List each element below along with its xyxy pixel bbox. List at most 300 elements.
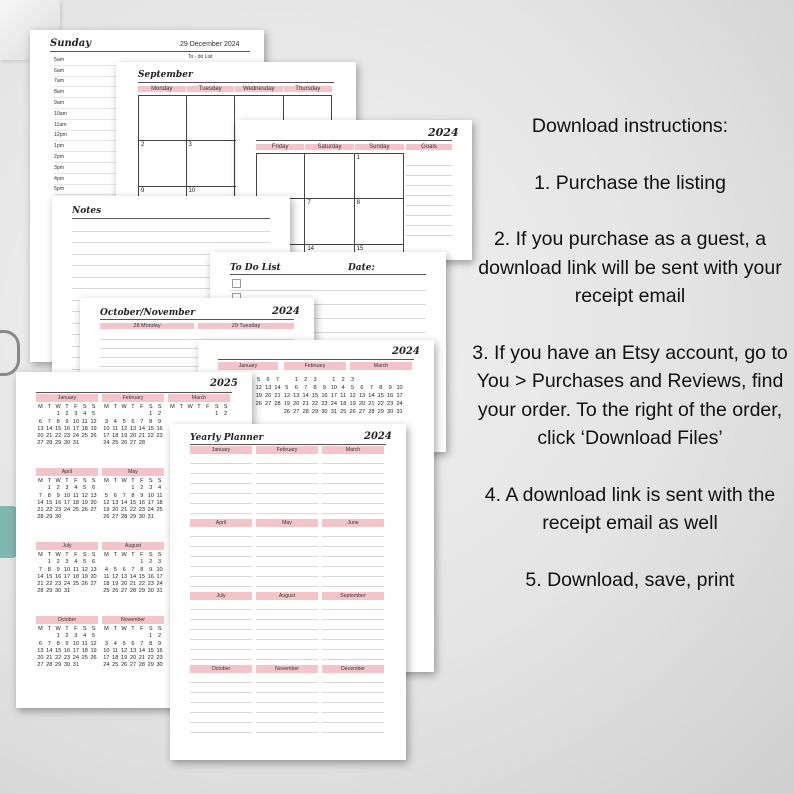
cal2025-date: 10: [147, 492, 154, 499]
notes-line: [72, 232, 270, 244]
weekday-label: W: [121, 478, 127, 484]
cal2025-date: 9: [65, 640, 69, 647]
yearly-line: [322, 537, 384, 547]
cal2025-date: 10: [103, 647, 110, 654]
cal2024-date: 29: [311, 409, 319, 415]
cal2024-date: 14: [302, 393, 309, 399]
cal2025-date: 24: [156, 581, 163, 588]
yearly-line: [256, 693, 318, 703]
cal2025-date: 17: [103, 433, 110, 440]
yearly-month: [256, 519, 318, 587]
yearly-line: [256, 640, 318, 650]
yearly-month: [256, 665, 318, 733]
cal2024-date: 16: [321, 393, 328, 399]
cal2025-date: [177, 411, 186, 418]
cal2025-date: 6: [131, 640, 135, 647]
cal2024-date: 19: [255, 393, 262, 399]
cal2025-date: [102, 633, 111, 640]
todo-row: [230, 277, 426, 291]
cal2025-date: 29: [46, 588, 53, 595]
cal2025-date: 26: [103, 514, 110, 521]
cal2025-date: 6: [38, 640, 42, 647]
weekday-label: W: [121, 552, 127, 558]
cal2024-date: 10: [396, 385, 403, 391]
cal2024-row: [254, 400, 414, 408]
cal2025-date: 30: [55, 514, 62, 521]
cal2025-date: 15: [55, 425, 62, 432]
cal2024-date: 7: [369, 385, 373, 391]
cal2025-date: 22: [147, 433, 154, 440]
cal2024-date: 9: [322, 385, 326, 391]
cal2025-date: 15: [46, 499, 53, 506]
cal2025-date: [36, 485, 45, 492]
month-left-title: September: [138, 70, 193, 80]
cal2024-date: [282, 376, 291, 384]
cal2025-date: 16: [63, 425, 71, 432]
weekday-label: T: [113, 478, 117, 484]
daily-date: 29 December 2024: [180, 41, 240, 48]
cal2025-date: 22: [129, 507, 137, 514]
cal2025-date: 26: [121, 662, 128, 669]
cal2025-date: 29: [55, 440, 62, 447]
cal2025-date: 13: [37, 425, 44, 432]
yearly-line: [256, 600, 318, 610]
cal2025-date: 8: [56, 418, 60, 425]
weekday-label: F: [74, 552, 78, 558]
cal2025-date: 25: [156, 507, 163, 514]
cal2024-date: 2: [341, 377, 345, 383]
yearly-line: [190, 577, 252, 587]
cal2025-date: 9: [140, 492, 144, 499]
cal2024-date: 20: [358, 401, 366, 407]
cal2025-month: [36, 394, 98, 448]
yearly-line: [322, 610, 384, 620]
weekday-label: M: [38, 552, 43, 558]
weekly-title: October/November: [100, 308, 195, 318]
cal2025-date: 26: [112, 588, 119, 595]
cal2025-date: [120, 411, 129, 418]
weekday-label: W: [187, 404, 193, 410]
cal2025-date: 11: [112, 425, 119, 432]
yearly-line: [190, 474, 252, 484]
cal2025-date: 1: [140, 559, 144, 566]
yearly-month: [322, 665, 384, 733]
cal2025-grid: [102, 404, 164, 448]
cal2025-month: [102, 542, 164, 596]
cal2025-date: 24: [63, 581, 71, 588]
cal2024-date: 15: [377, 393, 384, 399]
yearly-line: [190, 464, 252, 474]
month-right-date: 15: [355, 245, 404, 260]
cal2025-date: 6: [131, 418, 135, 425]
yearly-line: [322, 600, 384, 610]
yearly-line: [322, 683, 384, 693]
cal2025-month: [168, 394, 230, 419]
cal2024-date: 29: [377, 409, 384, 415]
yearly-line: [322, 474, 384, 484]
weekday-label: S: [157, 478, 162, 484]
cal2025-date: 18: [72, 573, 79, 580]
yearly-line: [256, 610, 318, 620]
cal2025-date: 18: [103, 581, 110, 588]
weekday-label: T: [47, 404, 51, 410]
instructions-step-4: 4. A download link is sent with the receipt email as well: [484, 483, 776, 534]
cal2025-date: 17: [72, 425, 79, 432]
month-right-date: 1: [355, 153, 404, 199]
cal2025-date: 31: [147, 514, 154, 521]
yearly-month-name: April: [190, 519, 252, 527]
cal2025-month: [102, 616, 164, 670]
weekday-label: F: [206, 404, 210, 410]
cal2025-date: [137, 411, 146, 418]
notes-line: [72, 220, 270, 232]
cal2025-date: 24: [103, 662, 110, 669]
cal2025-date: 29: [129, 514, 137, 521]
cal2025-date: 18: [72, 499, 79, 506]
yearly-line: [190, 454, 252, 464]
weekly-day-1: 29 Tuesday: [198, 323, 294, 329]
cal2024-date: 18: [340, 401, 347, 407]
yearly-month: [190, 519, 252, 587]
cal2025-date: 4: [158, 485, 162, 492]
cal2025-date: 5: [92, 411, 96, 418]
yearly-line: [256, 723, 318, 733]
cal2025-date: 24: [103, 440, 110, 447]
cal2025-month: [102, 468, 164, 522]
cal2025-date: 9: [56, 566, 60, 573]
cal2024-date: 6: [266, 377, 270, 383]
cal2024-month-0: January: [218, 362, 278, 370]
month-right-date: 7: [305, 199, 354, 245]
cal2025-month-name: March: [168, 394, 230, 402]
yearly-line: [322, 567, 384, 577]
yearly-line: [322, 673, 384, 683]
cal2025-date: 23: [147, 581, 154, 588]
cal2025-date: [102, 411, 111, 418]
yearly-line: [322, 713, 384, 723]
yearly-line: [256, 683, 318, 693]
yearly-line: [190, 484, 252, 494]
weekday-label: T: [197, 404, 201, 410]
hour-label: 10am: [54, 110, 67, 117]
cal2025-date: 8: [140, 566, 144, 573]
yearly-line: [190, 640, 252, 650]
cal2025-date: 14: [138, 647, 145, 654]
cal2025-date: 29: [138, 588, 145, 595]
cal2024-date: 14: [368, 393, 375, 399]
cal2025-date: 16: [156, 647, 163, 654]
cal2025-date: 29: [147, 662, 154, 669]
cal2025-date: 9: [149, 566, 153, 573]
yearly-line: [190, 673, 252, 683]
cal2024-month-2: March: [350, 362, 412, 370]
cal2025-date: 14: [46, 425, 53, 432]
cal2025-date: 12: [90, 418, 97, 425]
yearly-line: [322, 454, 384, 464]
cal2025-date: 20: [121, 581, 128, 588]
cal2025-date: 7: [140, 640, 144, 647]
cal2024-row: [254, 408, 414, 416]
weekday-label: W: [121, 404, 127, 410]
cal2025-date: 6: [122, 566, 126, 573]
instructions-title: Download instructions:: [531, 115, 729, 137]
cal2024-date: 7: [304, 385, 308, 391]
cal2025-date: 27: [121, 588, 128, 595]
cal2025-month-name: April: [36, 468, 98, 476]
cal2025-date: 25: [72, 507, 79, 514]
download-instructions: [472, 112, 788, 622]
yearly-line: [322, 527, 384, 537]
cal2024-date: 27: [358, 409, 366, 415]
cal2025-month-name: January: [36, 394, 98, 402]
cal2025-date: 20: [37, 433, 44, 440]
weekday-label: W: [55, 552, 61, 558]
cal2024-date: 8: [313, 385, 317, 391]
cal2025-date: 3: [65, 485, 69, 492]
weekday-label: T: [131, 626, 135, 632]
cal2025-date: 23: [63, 655, 71, 662]
cal2025-date: 12: [90, 640, 97, 647]
yearly-month-name: November: [256, 665, 318, 673]
weekday-label: S: [157, 404, 162, 410]
cal2024-date: 28: [274, 401, 281, 407]
yearly-month: [256, 592, 318, 660]
cal2024-date: 12: [283, 393, 290, 399]
cal2025-grid: [36, 478, 98, 522]
yearly-line: [256, 577, 318, 587]
cal2025-date: 27: [129, 662, 137, 669]
cal2024-date: 2: [304, 377, 308, 383]
weekday-label: M: [38, 404, 43, 410]
cal2025-date: 15: [55, 647, 62, 654]
hour-label: 11am: [54, 121, 67, 128]
cal2025-date: 30: [63, 440, 71, 447]
cal2025-date: 1: [149, 633, 153, 640]
cal2025-date: [129, 633, 138, 640]
cal2025-date: 17: [147, 499, 154, 506]
yearly-line: [256, 527, 318, 537]
yearly-month: [322, 446, 384, 514]
cal2025-date: 30: [63, 662, 71, 669]
cal2025-date: 12: [81, 566, 88, 573]
cal2025-date: 27: [129, 440, 137, 447]
weekday-label: T: [113, 404, 117, 410]
yearly-line: [256, 630, 318, 640]
cal2025-date: 13: [90, 492, 97, 499]
cal2025-date: 30: [156, 662, 163, 669]
cal2025-date: 11: [72, 566, 79, 573]
cal2025-date: 5: [122, 418, 126, 425]
cal2024-date: 21: [368, 401, 375, 407]
hour-label: 2pm: [54, 154, 65, 161]
yearly-line: [190, 527, 252, 537]
cal2024-month-1: February: [284, 362, 346, 370]
weekday-label: T: [47, 552, 51, 558]
cal2025-date: [111, 633, 120, 640]
yearly-line: [190, 600, 252, 610]
cal2025-date: 11: [112, 647, 119, 654]
cal2025-date: 8: [149, 640, 153, 647]
cal2025-date: 16: [156, 425, 163, 432]
cal2025-date: 20: [90, 573, 97, 580]
yearly-month-name: July: [190, 592, 252, 600]
cal2024-date: 15: [311, 393, 319, 399]
cal2025-date: 6: [113, 492, 117, 499]
cal2025-date: [36, 559, 45, 566]
yearly-line: [322, 464, 384, 474]
cal2025-date: [137, 633, 146, 640]
cal2025-date: 23: [55, 581, 62, 588]
cal2024-date: 19: [283, 401, 290, 407]
yearly-line: [190, 557, 252, 567]
cal2024-row: [254, 384, 414, 392]
cal2025-date: 24: [72, 433, 79, 440]
cal2025-date: 23: [63, 433, 71, 440]
cal2025-date: 12: [103, 499, 110, 506]
month-right-day-0: Friday: [256, 144, 305, 150]
month-right-day-2: Sunday: [355, 144, 404, 150]
weekly-year: 2024: [272, 306, 300, 317]
cal2025-date: 20: [37, 655, 44, 662]
weekday-label: S: [223, 404, 228, 410]
yearly-month: [190, 446, 252, 514]
cal2025-date: 21: [46, 433, 53, 440]
yearly-line: [256, 484, 318, 494]
cal2024-date: 16: [387, 393, 394, 399]
weekday-label: S: [82, 626, 87, 632]
cal2025-date: 8: [47, 492, 51, 499]
yearly-line: [190, 504, 252, 514]
yearly-line: [190, 693, 252, 703]
weekday-label: S: [157, 626, 162, 632]
weekday-label: S: [148, 626, 153, 632]
weekday-label: S: [82, 552, 87, 558]
cal2025-date: 27: [37, 662, 44, 669]
weekday-label: M: [38, 626, 43, 632]
yearly-line: [256, 504, 318, 514]
yearly-line: [256, 567, 318, 577]
cal2025-date: 22: [46, 581, 53, 588]
cal2025-date: 9: [158, 418, 162, 425]
month-left-date: 2: [138, 141, 187, 187]
cal2025-date: 28: [37, 514, 44, 521]
cal2025-date: 19: [112, 581, 119, 588]
cal2025-date: 20: [129, 433, 137, 440]
cal2025-date: 2: [65, 633, 69, 640]
cal2024-date: 10: [330, 385, 337, 391]
cal2025-month-name: November: [102, 616, 164, 624]
cal2025-date: 3: [149, 485, 153, 492]
cal2024-rows: [254, 376, 414, 416]
yearly-month: [322, 519, 384, 587]
weekday-label: T: [65, 478, 69, 484]
cal2025-date: 5: [122, 640, 126, 647]
cal2025-year: 2025: [210, 378, 238, 389]
cal2025-grid: [102, 478, 164, 522]
weekday-label: W: [55, 626, 61, 632]
cal2025-date: 22: [55, 433, 62, 440]
cal2025-date: 14: [121, 499, 128, 506]
yearly-month-name: December: [322, 665, 384, 673]
cal2025-date: 13: [90, 566, 97, 573]
cal2025-date: 3: [104, 640, 108, 647]
cal2024-date: 5: [257, 377, 261, 383]
cal2025-date: 17: [103, 655, 110, 662]
month-right-date: 8: [355, 199, 404, 245]
cal2025-date: 22: [138, 581, 145, 588]
cal2025-date: 16: [147, 573, 154, 580]
cal2025-date: 29: [55, 662, 62, 669]
cal2025-date: 8: [56, 640, 60, 647]
instructions-step-2: 2. If you purchase as a guest, a download link will be sent with your receipt email: [478, 228, 782, 307]
cal2025-date: [186, 411, 195, 418]
yearly-line: [322, 723, 384, 733]
cal2025-date: 12: [121, 425, 128, 432]
cal2025-date: 2: [224, 411, 228, 418]
cal2025-date: 4: [83, 411, 87, 418]
yearly-line: [190, 650, 252, 660]
weekday-label: M: [104, 626, 109, 632]
cal2025-date: 10: [156, 566, 163, 573]
weekday-label: T: [47, 626, 51, 632]
yearly-line: [322, 693, 384, 703]
cal2024-date: 8: [379, 385, 383, 391]
yearly-line: [256, 620, 318, 630]
cal2025-date: 25: [72, 581, 79, 588]
yearly-line: [322, 484, 384, 494]
cal2025-date: 27: [37, 440, 44, 447]
cal2024-date: 6: [360, 385, 364, 391]
cal2025-date: 5: [83, 485, 87, 492]
cal2025-date: 3: [74, 411, 78, 418]
yearly-line: [322, 557, 384, 567]
weekday-label: S: [148, 552, 153, 558]
cal2024-date: 4: [341, 385, 345, 391]
notes-title: Notes: [72, 206, 102, 216]
cal2025-date: 12: [112, 573, 119, 580]
yearly-month-name: May: [256, 519, 318, 527]
cal2024-date: 5: [285, 385, 289, 391]
cal2025-date: 11: [81, 418, 88, 425]
cal2025-grid: [102, 626, 164, 670]
cal2024-date: 1: [332, 377, 336, 383]
yearly-planner-page: [170, 424, 406, 760]
cal2025-date: 3: [158, 559, 162, 566]
weekday-label: T: [113, 626, 117, 632]
cal2025-date: 4: [113, 418, 117, 425]
cal2025-date: 13: [112, 499, 119, 506]
yearly-month-name: August: [256, 592, 318, 600]
weekday-label: F: [74, 626, 78, 632]
yearly-line: [322, 630, 384, 640]
cal2025-date: 1: [215, 411, 219, 418]
cal2025-date: [129, 559, 138, 566]
cal2024-date: 6: [294, 385, 298, 391]
yearly-title: Yearly Planner: [190, 433, 264, 443]
cal2025-date: 26: [121, 440, 128, 447]
cal2025-date: 15: [46, 573, 53, 580]
cal2025-date: 19: [121, 433, 128, 440]
cal2025-date: 19: [121, 655, 128, 662]
month-right-date: 14: [305, 245, 354, 260]
cal2025-date: 4: [104, 566, 108, 573]
cal2025-date: 28: [46, 662, 53, 669]
yearly-line: [256, 703, 318, 713]
weekday-label: M: [104, 478, 109, 484]
daily-todo-label: To - do List: [188, 54, 213, 60]
cal2025-month: [36, 542, 98, 596]
cal2025-date: 21: [46, 655, 53, 662]
